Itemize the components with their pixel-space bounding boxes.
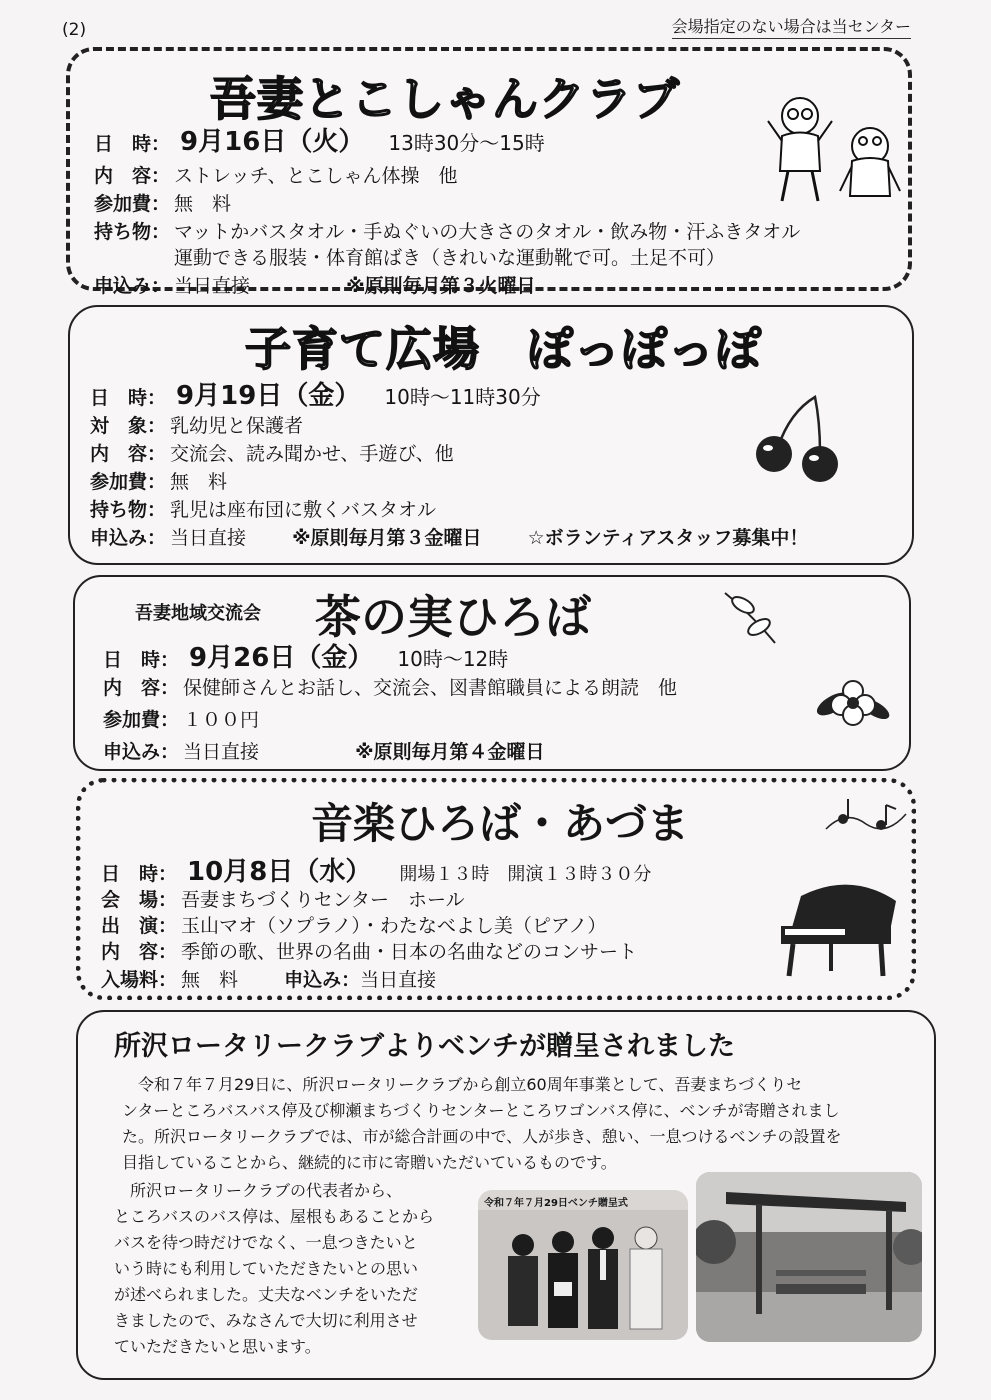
items-label: 持ち物：: [94, 221, 171, 243]
ceremony-photo: [478, 1190, 688, 1340]
paragraph-line: た。所沢ロータリークラブでは、市が総合計画の中で、人が歩き、憩い、一息つけるベンチの設置を: [122, 1127, 842, 1146]
event-date: 9月19日（金）: [176, 381, 361, 411]
cherries-icon: [750, 392, 850, 487]
section-subtitle: 吾妻地域交流会: [135, 603, 261, 624]
date-label: 日 時：: [101, 863, 178, 885]
paragraph-line: が述べられました。丈夫なベンチをいただ: [114, 1285, 419, 1304]
event-content: 保健師さんとお話し、交流会、図書館職員による朗読 他: [183, 677, 678, 699]
event-performers: 玉山マオ（ソプラノ）・わたなべよし美（ピアノ）: [181, 915, 607, 937]
content-label: 内 容：: [90, 443, 167, 465]
event-items: 乳児は座布団に敷くバスタオル: [170, 499, 437, 521]
event-apply: 当日直接: [174, 275, 251, 297]
tea-leaf-icon: [715, 583, 785, 653]
content-label: 内 容：: [101, 941, 178, 963]
date-label: 日 時：: [103, 649, 180, 671]
event-fee: 無 料: [170, 471, 228, 493]
event-fee: １００円: [183, 709, 260, 731]
section-title: 茶の実ひろば: [315, 590, 591, 644]
schedule-note: ※原則毎月第３火曜日: [346, 275, 536, 297]
event-apply: 当日直接: [183, 741, 260, 763]
event-kosodate-hiroba: [68, 305, 914, 565]
event-date: 9月26日（金）: [189, 643, 374, 673]
date-label: 日 時：: [90, 387, 167, 409]
event-fee: 無 料: [174, 193, 232, 215]
section-title: 子育て広場 ぽっぽっぽ: [245, 322, 762, 376]
event-fee: 無 料: [181, 969, 239, 991]
event-tokoshan-club: [66, 47, 912, 297]
apply-label: 申込み：: [103, 741, 180, 763]
event-date: 10月8日（水）: [187, 857, 372, 887]
volunteer-note: ☆ボランティアスタッフ募集中！: [527, 527, 809, 549]
apply-label: 申込み：: [94, 275, 171, 297]
paragraph-line: ところバスのバス停は、屋根もあることから: [114, 1207, 435, 1226]
event-time: 13時30分～15時: [388, 131, 545, 155]
paragraph-line: ていただきたいと思います。: [114, 1337, 321, 1356]
event-date: 9月16日（火）: [180, 127, 365, 157]
fee-label: 参加費：: [90, 471, 167, 493]
apply-label: 申込み：: [90, 527, 167, 549]
exercising-seniors-icon: [760, 91, 910, 211]
apply-label: 申込み：: [284, 969, 361, 991]
paragraph-line: バスを待つ時だけでなく、一息つきたいと: [114, 1233, 418, 1252]
article-title: 所沢ロータリークラブよりベンチが贈呈されました: [114, 1031, 735, 1062]
event-target: 乳幼児と保護者: [170, 415, 304, 437]
article-paragraph-1: [122, 1072, 842, 1176]
paragraph-line: ンターところバスバス停及び柳瀬まちづくりセンターところワゴンバス停に、ベンチが寄贈されまし: [122, 1101, 840, 1120]
photo-caption: 令和７年７月29日ベンチ贈呈式: [484, 1198, 628, 1209]
event-content: 季節の歌、世界の名曲・日本の名曲などのコンサート: [181, 941, 638, 963]
event-venue: 吾妻まちづくりセンター ホール: [181, 889, 465, 911]
paragraph-line: 令和７年７月29日に、所沢ロータリークラブから創立60周年事業として、吾妻まちづくりセ: [138, 1075, 803, 1094]
event-time: 開場１３時 開演１３時３０分: [399, 864, 652, 885]
section-title: 吾妻とこしゃんクラブ: [210, 72, 680, 126]
event-content: 交流会、読み聞かせ、手遊び、他: [170, 443, 454, 465]
target-label: 対 象：: [90, 415, 167, 437]
event-time: 10時～11時30分: [384, 385, 541, 409]
venue-label: 会 場：: [101, 889, 178, 911]
music-notes-icon: [821, 789, 911, 839]
page-number: (2): [62, 20, 87, 40]
section-title: 音楽ひろば・あづま: [311, 799, 690, 848]
bench-bus-stop-photo: [696, 1172, 922, 1342]
event-content: ストレッチ、とこしゃん体操 他: [174, 165, 458, 187]
bench-donation-article: [76, 1010, 936, 1380]
fee-label: 入場料：: [101, 969, 178, 991]
event-time: 10時～12時: [397, 647, 509, 671]
schedule-note: ※原則毎月第３金曜日: [292, 527, 482, 549]
performer-label: 出 演：: [101, 915, 178, 937]
header-note: 会場指定のない場合は当センター: [672, 14, 911, 39]
paragraph-line: いう時にも利用していただきたいとの思い: [114, 1259, 419, 1278]
event-items: マットかバスタオル・手ぬぐいの大きさのタオル・飲み物・汗ふきタオル: [174, 221, 801, 243]
event-chanomi-hiroba: [73, 575, 911, 771]
schedule-note: ※原則毎月第４金曜日: [355, 741, 545, 763]
article-paragraph-2: [114, 1178, 454, 1360]
date-label: 日 時：: [94, 133, 171, 155]
paragraph-line: 所沢ロータリークラブの代表者から、: [130, 1181, 403, 1200]
grand-piano-icon: [771, 871, 901, 981]
event-ongaku-hiroba: [76, 778, 916, 1000]
fee-label: 参加費：: [94, 193, 171, 215]
fee-label: 参加費：: [103, 709, 180, 731]
content-label: 内 容：: [94, 165, 171, 187]
items-label: 持ち物：: [90, 499, 167, 521]
event-items-cont: 運動できる服装・体育館ばき（きれいな運動靴で可。土足不可）: [174, 247, 726, 269]
tea-flower-icon: [813, 669, 893, 739]
event-apply: 当日直接: [170, 527, 247, 549]
event-apply: 当日直接: [360, 969, 437, 991]
paragraph-line: 目指していることから、継続的に市に寄贈いただいているものです。: [122, 1153, 617, 1172]
content-label: 内 容：: [103, 677, 180, 699]
paragraph-line: きましたので、みなさんで大切に利用させ: [114, 1311, 418, 1330]
